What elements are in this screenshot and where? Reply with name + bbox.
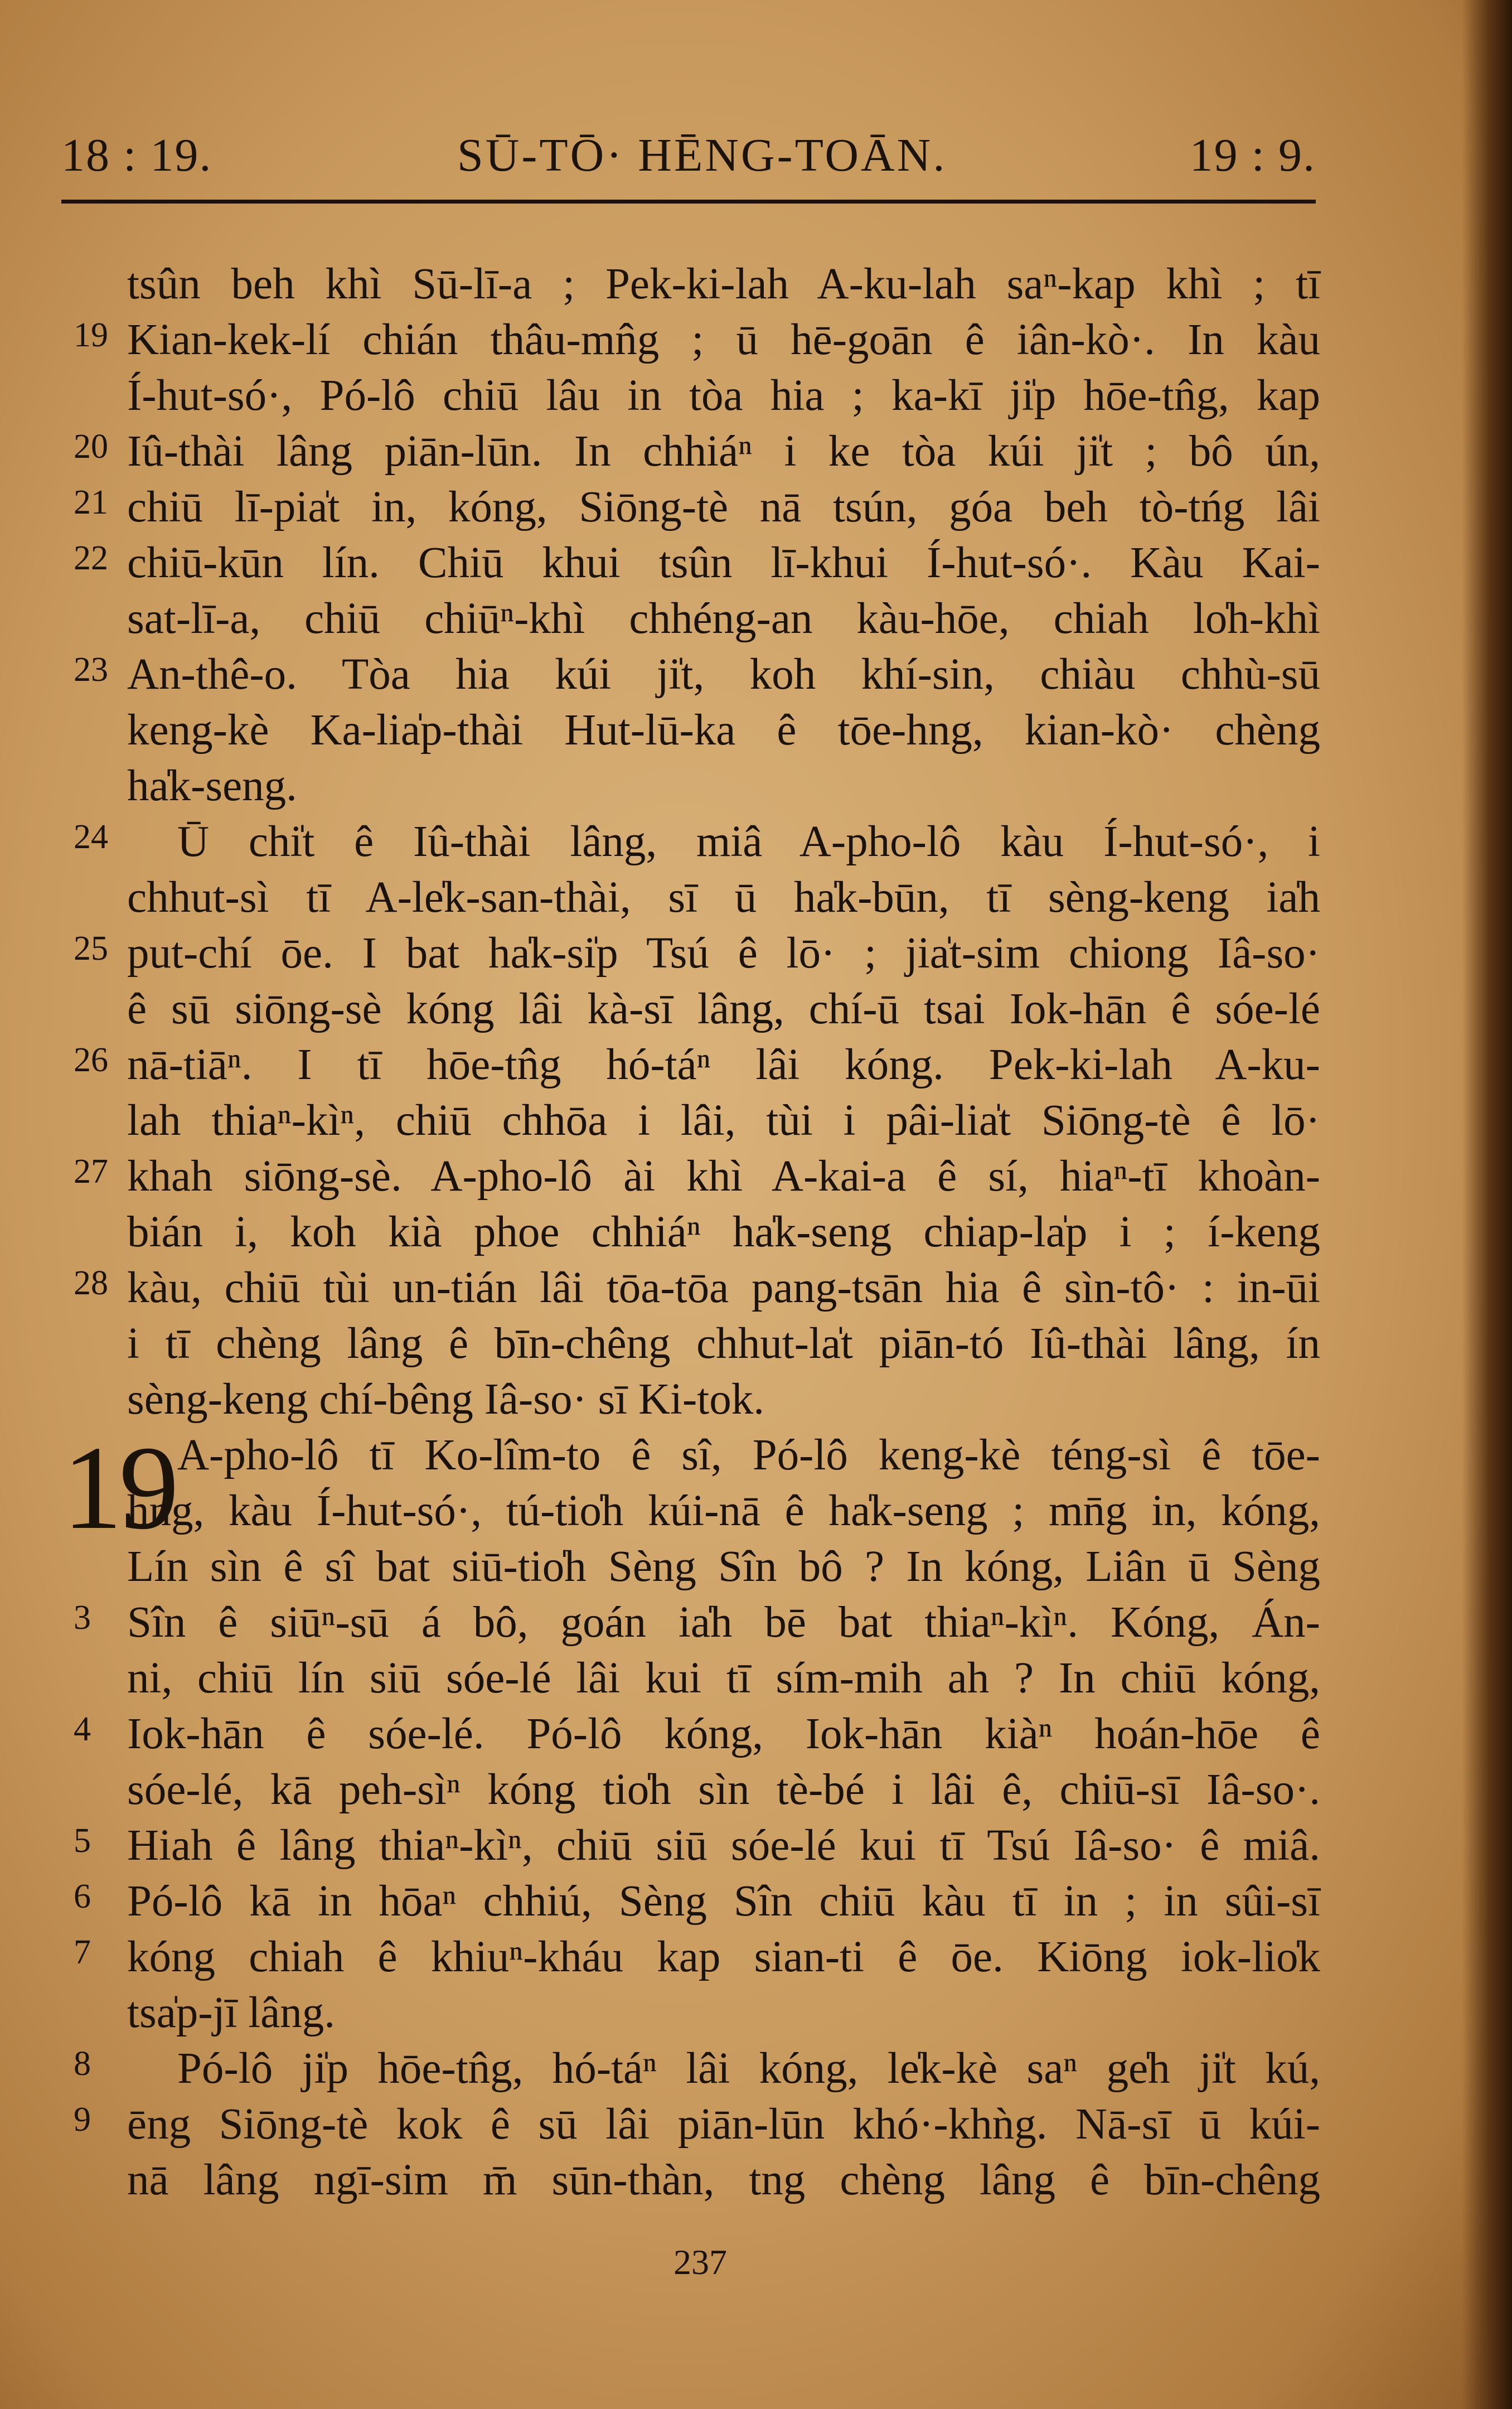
text-line: [0, 870, 1512, 926]
verse-number: 20: [74, 428, 108, 466]
line-text: nā-tiāⁿ. I tī hōe-tn̂g hó-táⁿ lâi kóng. Pek-ki-lah A-ku-: [127, 1041, 1320, 1089]
text-line: [0, 257, 1512, 312]
line-text: Iok-hān ê sóe-lé. Pó-lô kóng, Iok-hān kiàⁿ hoán-hōe ê: [127, 1710, 1320, 1758]
header-rule: [61, 200, 1316, 204]
line-text: khah siōng-sè. A-pho-lô ài khì A-kai-a ê sí, hiaⁿ-tī khoàn-: [127, 1152, 1320, 1201]
line-text: lah thiaⁿ-kìⁿ, chiū chhōa i lâi, tùi i pâi-lia̍t Siōng-tè ê lō·: [127, 1096, 1320, 1145]
line-text: sóe-lé, kā peh-sìⁿ kóng tio̍h sìn tè-bé i lâi ê, chiū-sī Iâ-so·.: [127, 1765, 1320, 1814]
text-line: [0, 2097, 1512, 2152]
text-line: [0, 1037, 1512, 1093]
line-text: tsûn beh khì Sū-lī-a ; Pek-ki-lah A-ku-lah saⁿ-kap khì ; tī: [127, 260, 1320, 308]
header-chapter-range-start: 18 : 19.: [61, 129, 212, 181]
line-text: Í-hut-só·, Pó-lô chiū lâu in tòa hia ; ka-kī ji̍p hōe-tn̂g, kap: [127, 371, 1320, 420]
verse-number: 9: [74, 2101, 91, 2139]
line-text: ha̍k-seng.: [127, 762, 297, 810]
text-line: [0, 368, 1512, 424]
verse-number: 6: [74, 1878, 91, 1915]
line-text: Lín sìn ê sî bat siū-tio̍h Sèng Sîn bô ? In kóng, Liân ū Sèng: [127, 1542, 1320, 1591]
text-line: [0, 1929, 1512, 1985]
line-text: kóng chiah ê khiuⁿ-kháu kap sian-ti ê ōe. Kiōng iok-lio̍k: [127, 1933, 1320, 1981]
line-text: Ū chi̍t ê Iû-thài lâng, miâ A-pho-lô kàu Í-hut-só·, i: [177, 817, 1320, 866]
text-line: [0, 1762, 1512, 1818]
line-text: sat-lī-a, chiū chiūⁿ-khì chhéng-an kàu-hōe, chiah lo̍h-khì: [127, 594, 1320, 643]
verse-number: 7: [74, 1933, 91, 1971]
verse-number: 24: [74, 818, 108, 856]
line-text: nā lâng ngī-sim m̄ sūn-thàn, tng chèng lâng ê bīn-chêng: [127, 2156, 1320, 2204]
text-line: [0, 1260, 1512, 1316]
text-line: [0, 1595, 1512, 1651]
line-text: sèng-keng chí-bêng Iâ-so· sī Ki-tok.: [127, 1375, 764, 1424]
text-line: [0, 703, 1512, 758]
line-text: kàu, chiū tùi un-tián lâi tōa-tōa pang-tsān hia ê sìn-tô· : in-ūi: [127, 1264, 1320, 1312]
text-line: [0, 2152, 1512, 2208]
verse-number: 3: [74, 1599, 91, 1637]
text-line: [0, 1428, 1512, 1483]
line-text: i tī chèng lâng ê bīn-chêng chhut-la̍t piān-tó Iû-thài lâng, ín: [127, 1319, 1320, 1368]
text-line: [0, 647, 1512, 703]
text-line: [0, 1149, 1512, 1204]
line-text: bián i, koh kià phoe chhiáⁿ ha̍k-seng chiap-la̍p i ; í-keng: [127, 1208, 1320, 1256]
line-text: A-pho-lô tī Ko-lîm-to ê sî, Pó-lô keng-kè téng-sì ê tōe-: [177, 1431, 1320, 1479]
verse-number: 4: [74, 1710, 91, 1748]
verse-number: 8: [74, 2045, 91, 2083]
text-line: [0, 591, 1512, 647]
verse-number: 25: [74, 930, 108, 968]
text-line: [0, 758, 1512, 814]
line-text: Iû-thài lâng piān-lūn. In chhiáⁿ i ke tòa kúi ji̍t ; bô ún,: [127, 427, 1320, 476]
line-text: put-chí ōe. I bat ha̍k-si̍p Tsú ê lō· ; jia̍t-sim chiong Iâ-so·: [127, 929, 1320, 978]
line-text: An-thê-o. Tòa hia kúi ji̍t, koh khí-sin, chiàu chhù-sū: [127, 650, 1320, 699]
verse-number: 26: [74, 1041, 108, 1079]
line-text: Hiah ê lâng thiaⁿ-kìⁿ, chiū siū sóe-lé kui tī Tsú Iâ-so· ê miâ.: [127, 1821, 1320, 1870]
verse-number: 27: [74, 1153, 108, 1191]
text-line: [0, 981, 1512, 1037]
line-text: chiū lī-pia̍t in, kóng, Siōng-tè nā tsún, góa beh tò-tńg lâi: [127, 483, 1320, 531]
line-text: Pó-lô kā in hōaⁿ chhiú, Sèng Sîn chiū kàu tī in ; in sûi-sī: [127, 1877, 1320, 1926]
text-line: [0, 1483, 1512, 1539]
line-text: ê sū siōng-sè kóng lâi kà-sī lâng, chí-ū tsai Iok-hān ê sóe-lé: [127, 985, 1320, 1033]
text-line: [0, 1093, 1512, 1149]
chapter-number: 19: [62, 1421, 176, 1554]
header-chapter-range-end: 19 : 9.: [1189, 129, 1316, 181]
text-line: [0, 535, 1512, 591]
line-text: keng-kè Ka-lia̍p-thài Hut-lū-ka ê tōe-hng, kian-kò· chèng: [127, 706, 1320, 754]
line-text: ni, chiū lín siū sóe-lé lâi kui tī sím-mih ah ? In chiū kóng,: [127, 1654, 1320, 1702]
line-text: chhut-sì tī A-le̍k-san-thài, sī ū ha̍k-būn, tī sèng-keng ia̍h: [127, 873, 1320, 922]
text-line: [0, 424, 1512, 480]
verse-number: 21: [74, 483, 108, 521]
text-line: [0, 814, 1512, 870]
text-line: [0, 1204, 1512, 1260]
line-text: chiū-kūn lín. Chiū khui tsûn lī-khui Í-hut-só·. Kàu Kai-: [127, 539, 1320, 587]
verse-number: 19: [74, 316, 108, 354]
text-line: [0, 1372, 1512, 1428]
line-text: Kian-kek-lí chián thâu-mn̂g ; ū hē-goān ê iân-kò·. In kàu: [127, 316, 1320, 364]
line-text: hng, kàu Í-hut-só·, tú-tio̍h kúi-nā ê ha̍k-seng ; mn̄g in, kóng,: [127, 1487, 1320, 1535]
text-line: [0, 926, 1512, 981]
line-text: Sîn ê siūⁿ-sū á bô, goán ia̍h bē bat thiaⁿ-kìⁿ. Kóng, Án-: [127, 1598, 1320, 1647]
text-line: [0, 1651, 1512, 1706]
text-line: [0, 1706, 1512, 1762]
text-line: [0, 480, 1512, 535]
verse-number: 22: [74, 539, 108, 577]
verse-number: 28: [74, 1264, 108, 1302]
text-line: [0, 1874, 1512, 1929]
text-line: [0, 2041, 1512, 2097]
page-number: 237: [673, 2242, 727, 2282]
text-line: [0, 1539, 1512, 1595]
text-line: [0, 1818, 1512, 1874]
line-text: tsa̍p-jī lâng.: [127, 1989, 335, 2037]
header-book-title: SŪ-TŌ· HĒNG-TOĀN.: [457, 129, 947, 181]
text-line: [0, 312, 1512, 368]
line-text: ēng Siōng-tè kok ê sū lâi piān-lūn khó·-khǹg. Nā-sī ū kúi-: [127, 2100, 1320, 2149]
verse-number: 23: [74, 651, 108, 689]
text-line: [0, 1316, 1512, 1372]
text-line: [0, 1985, 1512, 2041]
line-text: Pó-lô ji̍p hōe-tn̂g, hó-táⁿ lâi kóng, le̍k-kè saⁿ ge̍h ji̍t kú,: [177, 2044, 1320, 2093]
verse-number: 5: [74, 1822, 91, 1860]
